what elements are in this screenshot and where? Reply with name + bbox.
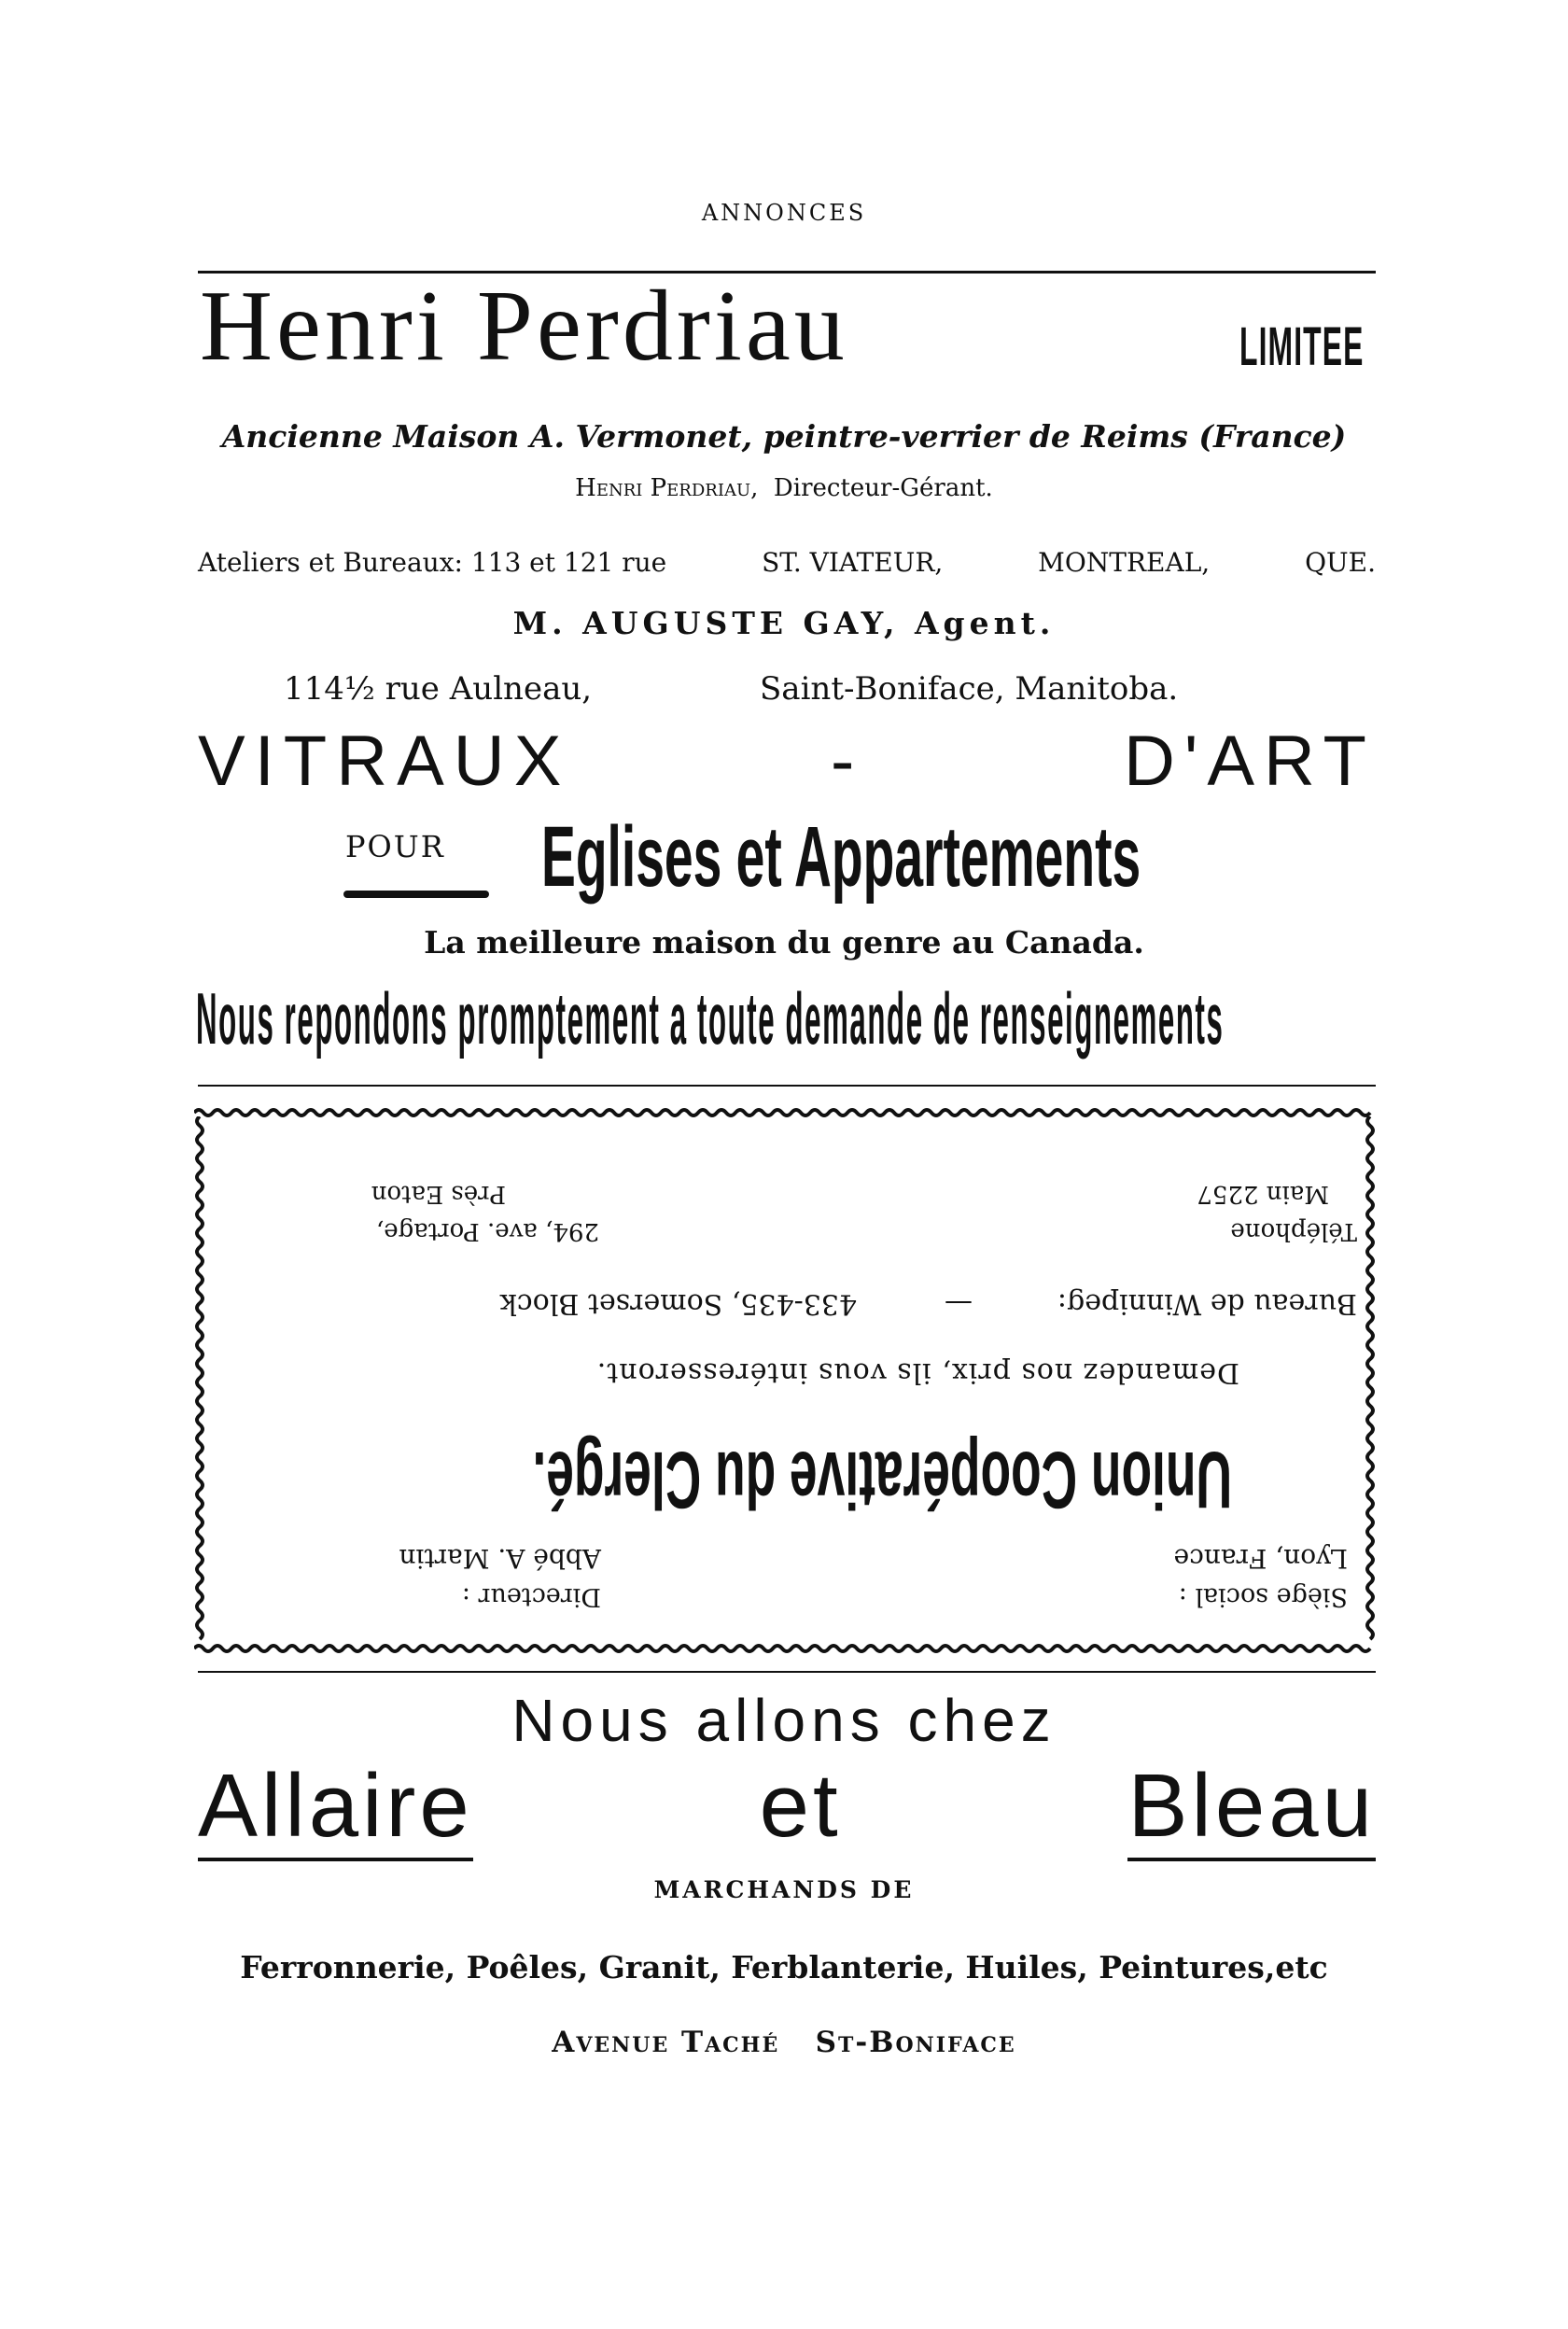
address-street: ST. VIATEUR, [762,547,944,578]
union-bureau-address: 433-435, Somerset Block [499,1287,857,1320]
union-phone-number: Main 2257 [1197,1180,1329,1208]
allaire-merchants: MARCHANDS DE [653,1876,915,1903]
director-title: Directeur-Gérant. [773,474,993,502]
union-invite: Demandez nos prix, ils vous intéresseront. [595,1356,1239,1389]
perdriau-best: La meilleure maison du genre au Canada. [424,924,1144,961]
allaire-name-left: Allaire [198,1755,473,1861]
allaire-line1: Nous allons chez [511,1687,1057,1754]
address-province: QUE. [1305,547,1376,578]
vitraux-dash: - [831,722,864,801]
allaire-avenue: Avenue Taché [552,2026,780,2059]
perdriau-reply: Nous repondons promptement a toute demande de renseignements [196,977,1225,1059]
union-phone-label: Téléphone [1230,1217,1357,1245]
allaire-name [198,1755,1376,1861]
vitraux-left: VITRAUX [198,722,571,801]
allaire-name-mid: et [759,1756,842,1856]
perdriau-name: Henri Perdriau [200,271,848,382]
perdriau-agent: M. AUGUSTE GAY, Agent. [512,605,1056,641]
union-seat-label: Siège social : [1178,1582,1348,1611]
union-seat-city: Lyon, France [1173,1543,1348,1574]
allaire-city: St-Boniface [815,2026,1016,2059]
pour-label: POUR [345,829,445,864]
union-location-street: 294, ave. Portage, [375,1217,599,1245]
union-director-name: Abbé A. Martin [399,1543,601,1574]
union-name: Union Coopérative du Clergé. [532,1435,1232,1524]
union-bureau-dash: — [945,1287,973,1320]
vitraux-line [198,721,1376,802]
pour-underline [343,891,489,898]
allaire-goods: Ferronnerie, Poêles, Granit, Ferblanterie, Huiles, Peintures,etc [240,1949,1328,1985]
mid-rule [198,1085,1376,1087]
address-label: Ateliers et Bureaux: 113 et 121 rue [198,547,667,578]
vitraux-right: D'ART [1123,722,1376,801]
agent-city: Saint-Boniface, Manitoba. [760,670,1179,708]
allaire-name-right: Bleau [1127,1755,1376,1861]
allaire-address [0,2026,1568,2059]
perdriau-for-what: Eglises et Appartements [541,809,1141,905]
perdriau-address [198,547,1376,578]
address-city: MONTREAL, [1038,547,1211,578]
agent-street: 114½ rue Aulneau, [284,670,593,708]
section-title: ANNONCES [701,200,867,226]
union-director-label: Directeur : [461,1582,601,1611]
union-cooperative-ad [198,1109,1374,1650]
union-bureau-label: Bureau de Winnipeg: [1057,1287,1357,1320]
perdriau-director [0,474,1568,502]
lower-rule [198,1671,1376,1673]
perdriau-suffix: LIMITEE [1239,316,1365,377]
perdriau-former: Ancienne Maison A. Vermonet, peintre-verrier de Reims (France) [221,418,1347,455]
director-name: Henri Perdriau, [575,474,759,502]
union-location-near: Près Eaton [371,1180,506,1208]
